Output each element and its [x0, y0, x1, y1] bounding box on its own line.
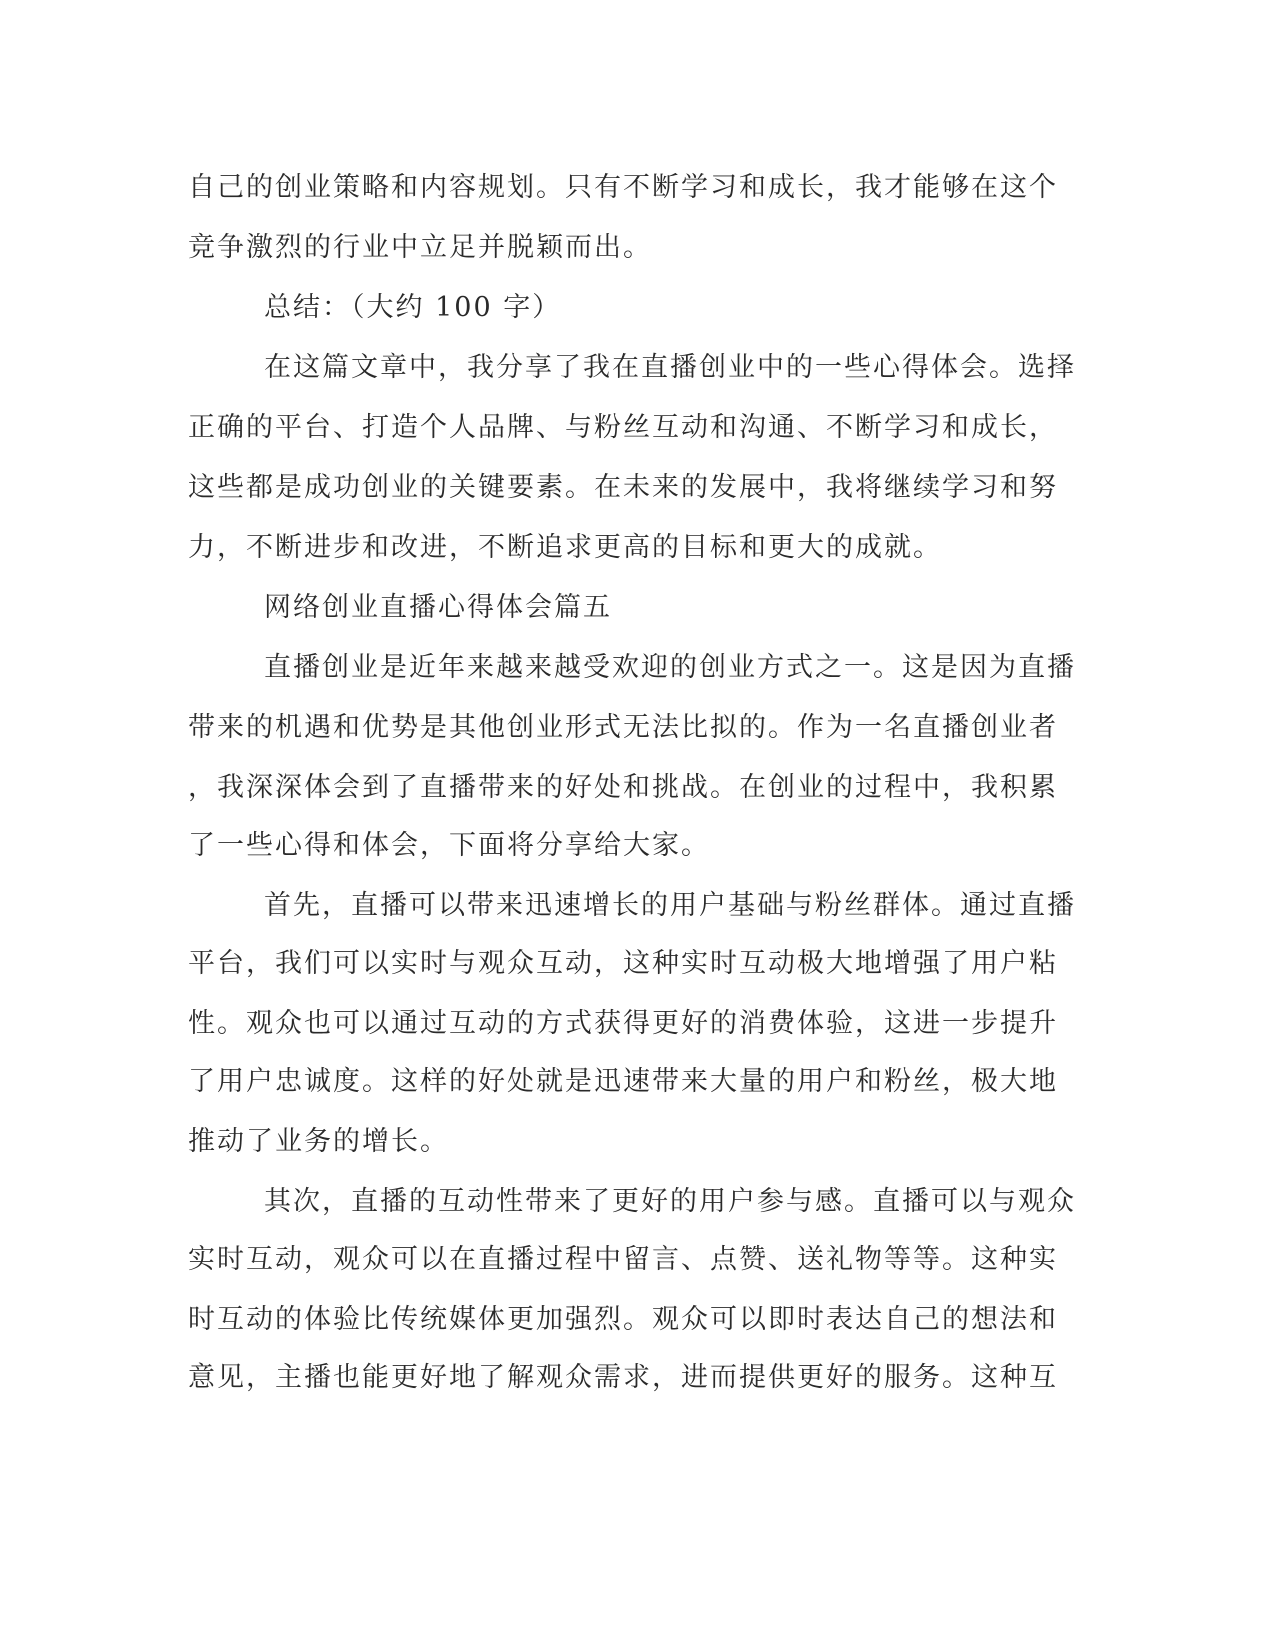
section-title: 网络创业直播心得体会篇五 [264, 592, 612, 623]
text-line: 性。观众也可以通过互动的方式获得更好的消费体验，这进一步提升 [188, 1008, 1058, 1039]
paragraph-start: 其次，直播的互动性带来了更好的用户参与感。直播可以与观众 [264, 1186, 1076, 1217]
summary-heading: 总结：（大约 100 字） [264, 292, 562, 323]
text-line: 时互动的体验比传统媒体更加强烈。观众可以即时表达自己的想法和 [188, 1304, 1058, 1335]
text-line: 了用户忠诚度。这样的好处就是迅速带来大量的用户和粉丝，极大地 [188, 1066, 1058, 1097]
text-line: 平台，我们可以实时与观众互动，这种实时互动极大地增强了用户粘 [188, 948, 1058, 979]
text-line: 了一些心得和体会，下面将分享给大家。 [188, 830, 710, 861]
text-line: ，我深深体会到了直播带来的好处和挑战。在创业的过程中，我积累 [188, 772, 1058, 803]
text-line: 实时互动，观众可以在直播过程中留言、点赞、送礼物等等。这种实 [188, 1244, 1058, 1275]
text-line: 带来的机遇和优势是其他创业形式无法比拟的。作为一名直播创业者 [188, 712, 1058, 743]
text-line: 推动了业务的增长。 [188, 1126, 449, 1157]
text-line: 正确的平台、打造个人品牌、与粉丝互动和沟通、不断学习和成长， [188, 412, 1058, 443]
text-line: 力，不断进步和改进，不断追求更高的目标和更大的成就。 [188, 532, 942, 563]
text-line: 意见，主播也能更好地了解观众需求，进而提供更好的服务。这种互 [188, 1362, 1058, 1393]
text-line: 这些都是成功创业的关键要素。在未来的发展中，我将继续学习和努 [188, 472, 1058, 503]
text-line: 竞争激烈的行业中立足并脱颖而出。 [188, 232, 652, 263]
paragraph-start: 直播创业是近年来越来越受欢迎的创业方式之一。这是因为直播 [264, 652, 1076, 683]
paragraph-start: 在这篇文章中，我分享了我在直播创业中的一些心得体会。选择 [264, 352, 1076, 383]
paragraph-start: 首先，直播可以带来迅速增长的用户基础与粉丝群体。通过直播 [264, 890, 1076, 921]
text-line: 自己的创业策略和内容规划。只有不断学习和成长，我才能够在这个 [188, 172, 1058, 203]
